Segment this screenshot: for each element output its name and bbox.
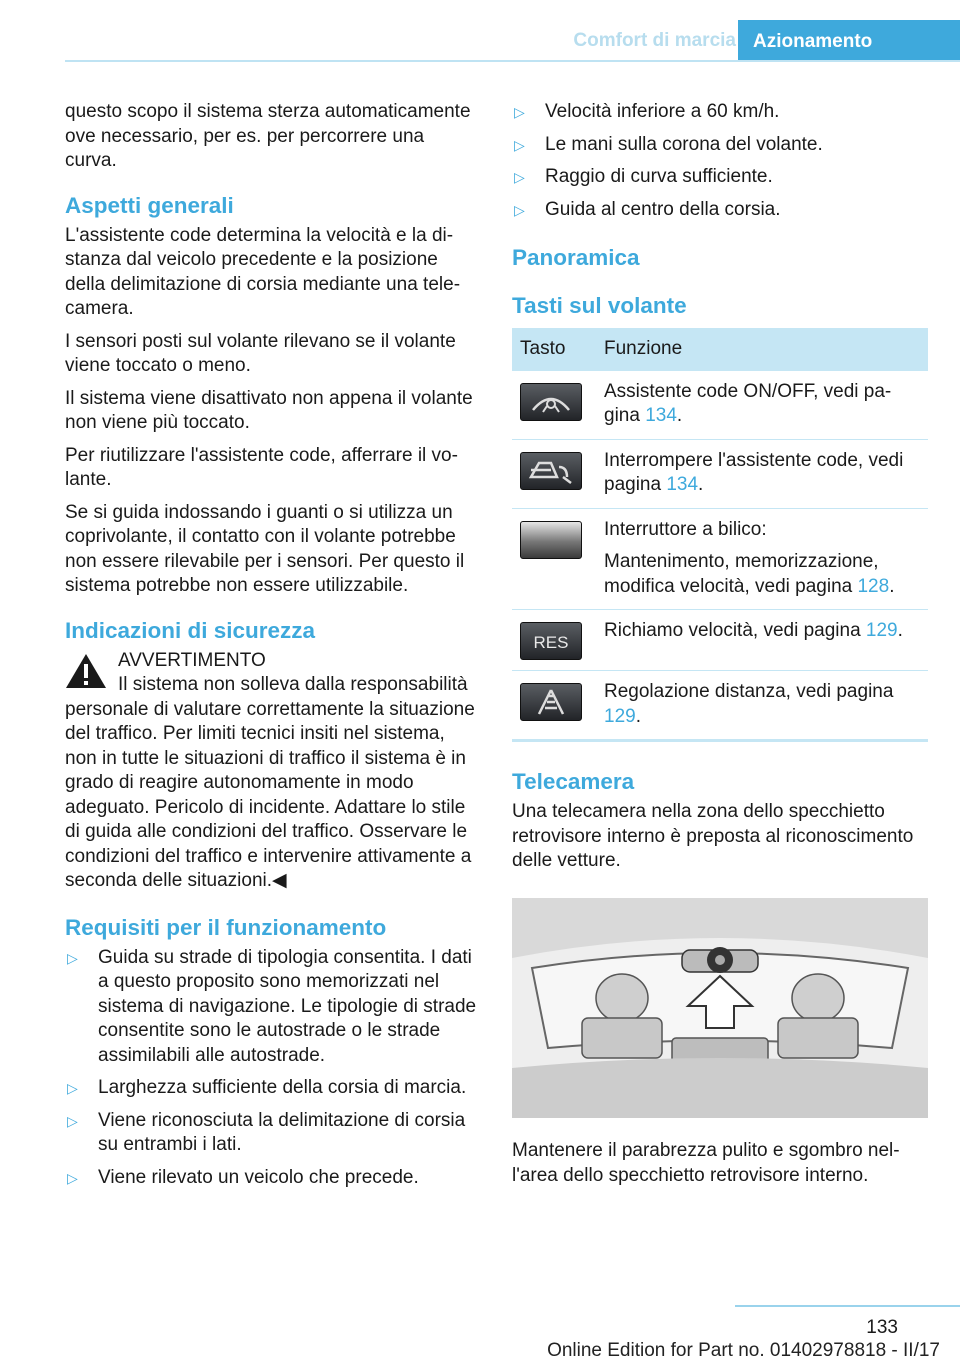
bullet-triangle-icon: ▷ <box>67 1169 78 1186</box>
general-paragraph: L'assistente code determina la velocità e la distanza dal veicolo precedente e la posizione della delimitazione di corsia mediante una telecamera. <box>65 224 461 319</box>
queue-assist-icon <box>520 383 582 421</box>
page-link[interactable]: 134 <box>645 405 677 426</box>
requirements-heading: Requisiti per il funzionamento <box>65 914 387 940</box>
list-item: ▷ Velocità inferiore a 60 km/h. <box>512 100 928 125</box>
table-row: Interruttore a bilico: Mantenimento, memorizzazione, modifica velocità, vedi pagina 128. <box>512 508 928 610</box>
warning-triangle-icon <box>65 653 107 689</box>
warning-text: personale di valutare correttamente la situazione del traffico. Per limiti tecnici insiti nel sistema, non in tutte le situazioni di traffico il sistema è in grado di reagire autonomamente in modo adeguato. Pericolo di incidente. Adattare lo stile di guida alle condizioni del traffico. Osservare le condizioni del traffico e intervenire attivamente a seconda delle situazioni.◀ <box>65 698 475 891</box>
safety-heading: Indicazioni di sicurezza <box>65 617 316 643</box>
bullet-triangle-icon: ▷ <box>67 1112 78 1129</box>
page-link[interactable]: 128 <box>857 575 890 597</box>
table-row: RES Richiamo velocità, vedi pagina 129. <box>512 610 928 671</box>
table-header-row <box>512 328 928 371</box>
keys-heading: Tasti sul volante <box>512 293 687 318</box>
rear-window-camera-illustration <box>512 898 928 1118</box>
camera-paragraph: Una telecamera nella zona dello specchietto retrovisore interno è preposta al riconoscimento delle vetture. <box>512 801 914 871</box>
edition-note: Online Edition for Part no. 01402978818 - II/17 <box>547 1340 940 1361</box>
warning-text-first: Il sistema non solleva dalla responsabilità <box>118 674 468 695</box>
bullet-triangle-icon: ▷ <box>514 201 525 218</box>
right-column <box>512 100 928 1196</box>
bullet-triangle-icon: ▷ <box>67 1080 78 1096</box>
distance-icon <box>520 683 582 721</box>
table-row: Assistente code ON/OFF, vedi pagina 134. <box>512 371 928 440</box>
camera-caption: Mantenere il parabrezza pulito e sgombro nell'area dello specchietto retrovisore interno. <box>512 1140 900 1186</box>
column-header-function: Funzione <box>596 328 928 371</box>
page-link[interactable]: 129 <box>865 620 898 641</box>
warning-block <box>65 649 480 894</box>
warning-title: AVVERTIMENTO <box>118 649 266 671</box>
requirements-list-continued <box>512 100 928 222</box>
page-link[interactable]: 129 <box>604 705 636 727</box>
camera-heading: Telecamera <box>512 769 635 794</box>
rocker-switch-icon <box>520 521 582 559</box>
list-item: ▷ Le mani sulla corona del volante. <box>512 133 928 158</box>
queue-interrupt-icon <box>520 452 582 490</box>
bullet-triangle-icon: ▷ <box>67 949 78 966</box>
res-key-icon: RES <box>520 622 582 660</box>
list-item: ▷ Viene riconosciuta la delimitazione di corsia su entrambi i lati. <box>67 1109 466 1155</box>
list-item: ▷ Raggio di curva sufficiente. <box>512 165 928 190</box>
general-paragraph: Per riutilizzare l'assistente code, afferrare il volante. <box>65 444 458 490</box>
running-header-chapter: Azionamento <box>738 20 960 62</box>
page-number: 133 <box>866 1317 898 1338</box>
table-row: Regolazione distanza, vedi pagina 129. <box>512 671 928 741</box>
bullet-triangle-icon: ▷ <box>514 104 525 120</box>
footer-rule <box>735 1305 960 1307</box>
keys-table <box>512 328 928 742</box>
column-header-key: Tasto <box>512 328 596 371</box>
requirements-list <box>65 946 480 1191</box>
list-item: ▷ Viene rilevato un veicolo che precede. <box>65 1166 480 1191</box>
header-rule <box>65 60 960 62</box>
running-header-section: Comfort di marcia <box>573 30 736 51</box>
bullet-triangle-icon: ▷ <box>514 169 525 185</box>
general-paragraph: I sensori posti sul volante rilevano se il volante viene toccato o meno. <box>65 330 456 376</box>
list-item: ▷ Guida al centro della corsia. <box>512 198 928 223</box>
list-item: ▷ Larghezza sufficiente della corsia di marcia. <box>65 1076 480 1101</box>
general-paragraph: Se si guida indossando i guanti o si utilizza un coprivolante, il contatto con il volante potrebbe non essere rilevabile per i sensori. Per questo il sistema potrebbe non essere utilizzabile. <box>65 501 465 596</box>
bullet-triangle-icon: ▷ <box>514 136 525 153</box>
overview-heading: Panoramica <box>512 245 640 270</box>
general-heading: Aspetti generali <box>65 192 234 218</box>
page-link[interactable]: 134 <box>666 474 699 495</box>
intro-paragraph: questo scopo il sistema sterza automaticamente ove necessario, per es. per percorrere una curva. <box>65 101 471 171</box>
table-row: Interrompere l'assistente code, vedi pagina 134. <box>512 439 928 508</box>
left-column <box>65 100 480 1198</box>
general-paragraph: Il sistema viene disattivato non appena il volante non viene più toccato. <box>65 387 473 433</box>
list-item: ▷ Guida su strade di tipologia consentita. I dati a questo proposito sono memorizzati nel sistema di navigazione. Le tipologie di strade consentite sono le autostrade o le strade assimilabili alle autostrade. <box>67 946 477 1066</box>
